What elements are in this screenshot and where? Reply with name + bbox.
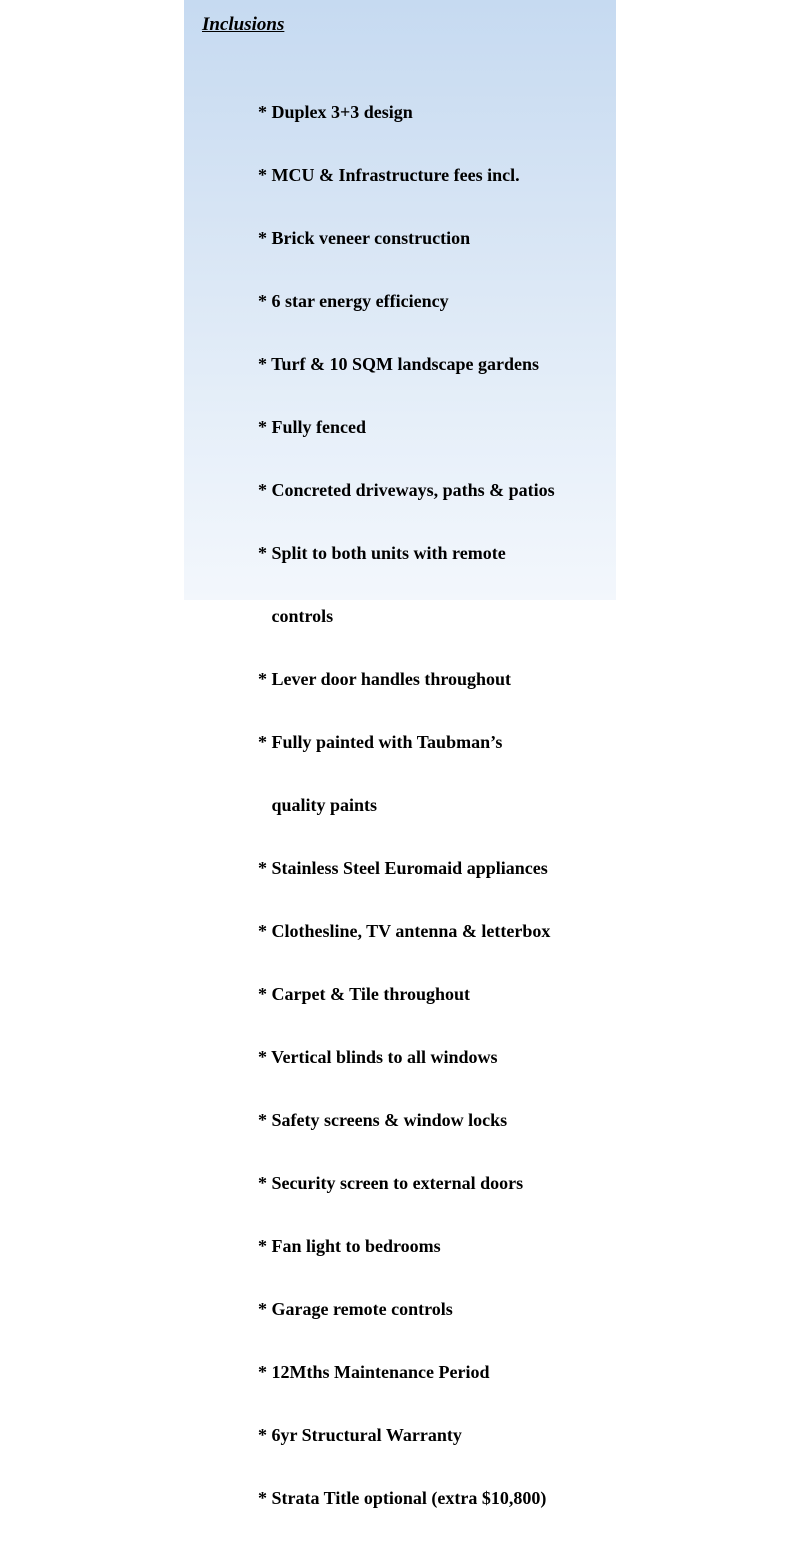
list-item: * 6yr Structural Warranty — [258, 1425, 462, 1445]
list-item: * 6 star energy efficiency — [258, 291, 449, 311]
list-item: * Stainless Steel Euromaid appliances — [258, 858, 548, 878]
list-item: * Lever door handles throughout — [258, 669, 512, 689]
list-item: * Safety screens & window locks — [258, 1110, 508, 1130]
list-item: * Clothesline, TV antenna & letterbox — [258, 921, 551, 941]
list-item: * Split to both units with remote — [258, 543, 506, 563]
list-item: * Carpet & Tile throughout — [258, 984, 471, 1004]
list-item: * Garage remote controls — [258, 1299, 453, 1319]
list-item: * 12Mths Maintenance Period — [258, 1362, 490, 1382]
list-item: * Fully painted with Taubman’s — [258, 732, 503, 752]
list-item: * Turf & 10 SQM landscape gardens — [258, 354, 540, 374]
list-item: * Brick veneer construction — [258, 228, 471, 248]
inclusions-sheet — [184, 0, 616, 1508]
list-item: * Strata Title optional (extra $10,800) — [258, 1488, 547, 1508]
list-item: * Concreted driveways, paths & patios — [258, 480, 555, 500]
list-item: * MCU & Infrastructure fees incl. — [258, 165, 520, 185]
inclusions-list — [258, 60, 555, 1551]
list-item-continuation: controls — [258, 606, 334, 626]
list-item: * Security screen to external doors — [258, 1173, 524, 1193]
list-item: * Duplex 3+3 design — [258, 102, 413, 122]
list-item: * Vertical blinds to all windows — [258, 1047, 498, 1067]
list-item: * Fully fenced — [258, 417, 366, 437]
list-item-continuation: quality paints — [258, 795, 378, 815]
inclusions-heading: Inclusions — [202, 14, 285, 35]
list-item: * Fan light to bedrooms — [258, 1236, 441, 1256]
